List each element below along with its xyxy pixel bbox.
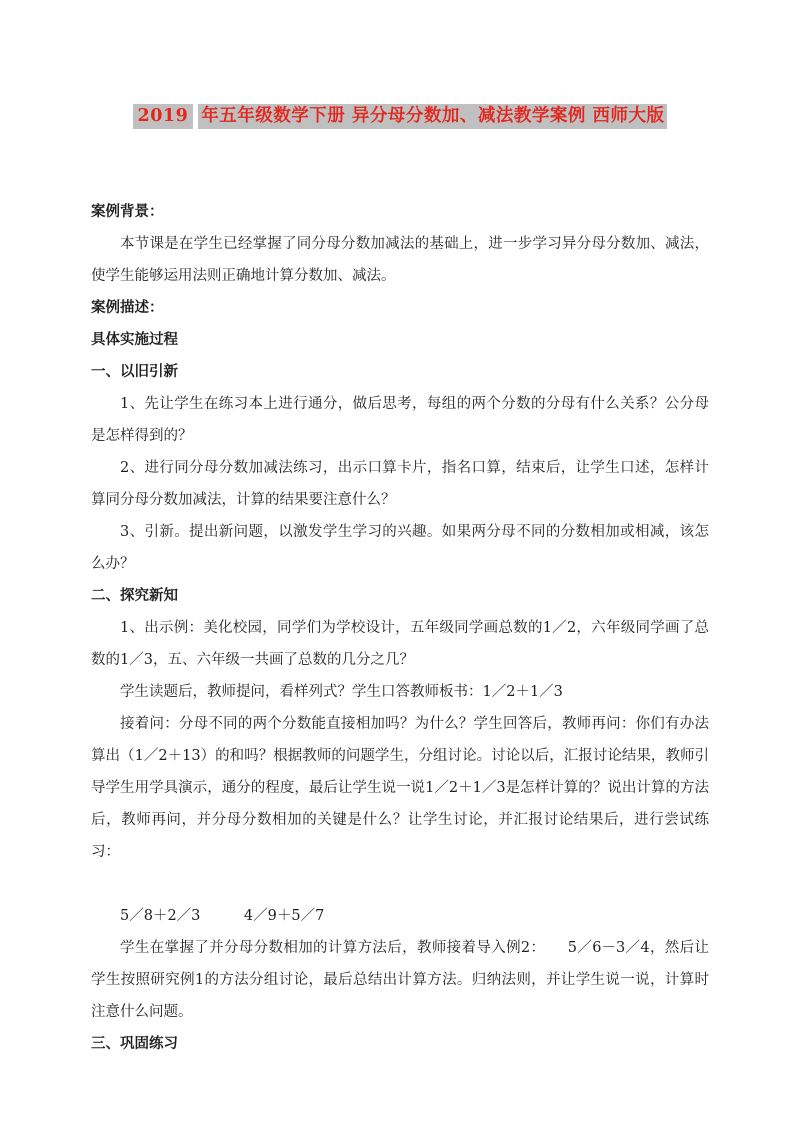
para-section2-boardwork: 学生读题后，教师提问，看样列式？学生口答教师板书：1／2＋1／3 [120, 684, 563, 700]
document-body [91, 196, 709, 1060]
heading-section-2-explore: 二、探究新知 [91, 587, 178, 604]
heading-case-background: 案例背景： [91, 203, 164, 220]
para-section2-discussion: 接着问：分母不同的两个分数能直接相加吗？为什么？学生回答后，教师再问：你们有办法算出（1／2＋13）的和吗？根据教师的问题学生，分组讨论。讨论以后，汇报讨论结果，教师引导学生用学具演示，通分的程度，最后让学生说一说1／2＋1／3是怎样计算的？说出计算的方法后，教师再问，并分母分数相加的关键是什么？让学生讨论，并汇报讨论结果后，进行尝试练习： [91, 716, 709, 860]
title-year: 2019 [133, 104, 194, 129]
formula-practice-exercises: 5／8＋2／3 4／9＋5／7 [120, 908, 325, 924]
para-section1-item2: 2、进行同分母分数加减法练习，出示口算卡片，指名口算，结束后，让学生口述，怎样计算同分母分数加减法，计算的结果要注意什么？ [91, 460, 709, 508]
para-section1-item1: 1、先让学生在练习本上进行通分，做后思考，每组的两个分数的分母有什么关系？公分母是怎样得到的？ [91, 396, 709, 444]
document-title [0, 102, 800, 127]
para-case-background-text: 本节课是在学生已经掌握了同分母分数加减法的基础上，进一步学习异分母分数加、减法，使学生能够运用法则正确地计算分数加、减法。 [91, 236, 709, 284]
heading-implementation-process: 具体实施过程 [91, 331, 178, 348]
heading-case-description: 案例描述： [91, 299, 164, 316]
para-section1-item3: 3、引新。提出新问题，以激发学生学习的兴趣。如果两分母不同的分数相加或相减，该怎么办？ [91, 524, 709, 572]
heading-section-1-review: 一、以旧引新 [91, 363, 178, 380]
para-section2-example2: 学生在掌握了并分母分数相加的计算方法后，教师接着导入例2： 5／6－3／4，然后让学生按照研究例1的方法分组讨论，最后总结出计算方法。归纳法则，并让学生说一说，计算时注意什么问题。 [91, 940, 709, 1020]
title-text: 年五年级数学下册 异分母分数加、减法教学案例 西师大版 [198, 104, 667, 129]
para-section2-example1: 1、出示例：美化校园，同学们为学校设计，五年级同学画总数的1／2，六年级同学画了总数的1／3，五、六年级一共画了总数的几分之几？ [91, 620, 709, 668]
heading-section-3-practice: 三、巩固练习 [91, 1035, 178, 1052]
